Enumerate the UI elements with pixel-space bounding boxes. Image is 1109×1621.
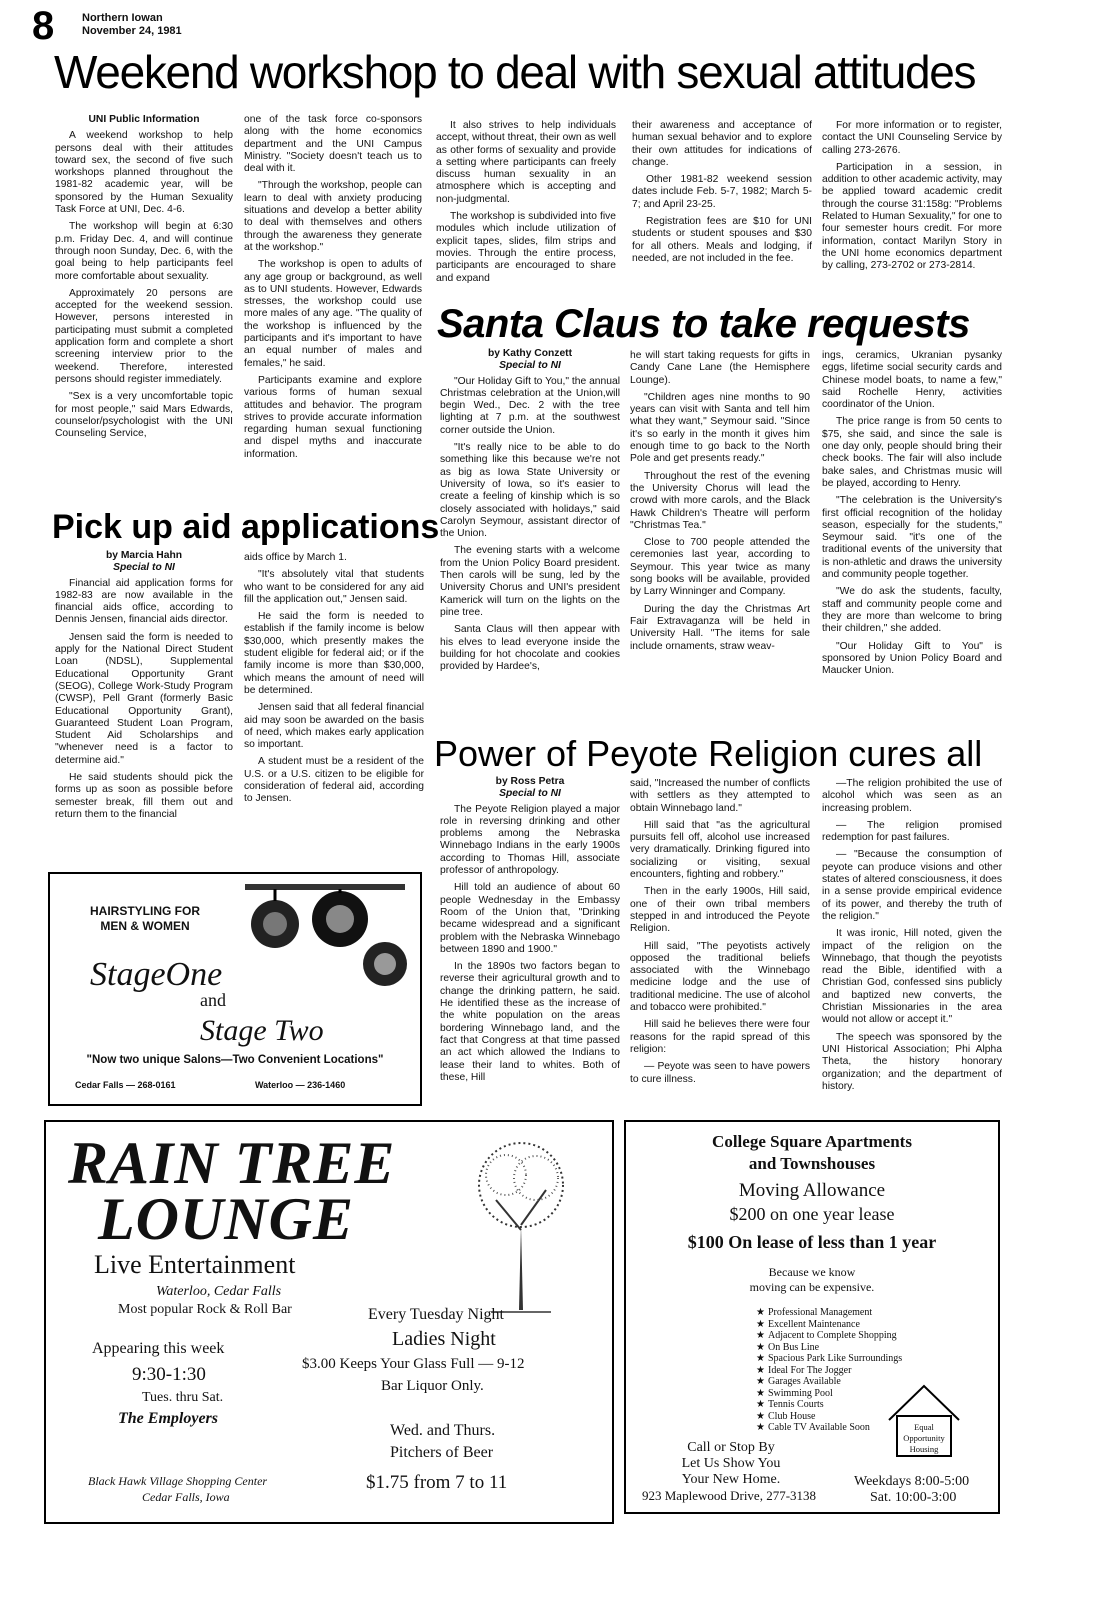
show-days: Tues. thru Sat. [142, 1390, 224, 1405]
paragraph: Hill told an audience of about 60 people Wednesday in the Embassy Room of the Union that, "Drinking became widespread and a significant problem with the Nebraska Winnebago between 1890 and 1900." [440, 882, 620, 955]
offer-200: $200 on one year lease [729, 1204, 895, 1224]
paragraph: "Children ages nine months to 90 years can visit with Santa and tell him what they want," Seymour said. "Since it's so early in the month it gives him enough time to go back to the North Pole and get presents ready." [630, 391, 810, 465]
paragraph: "Our Holiday Gift to You" is sponsored by Union Policy Board and Maucker Union. [822, 640, 1002, 677]
paragraph: The workshop will begin at 6:30 p.m. Friday Dec. 4, and will continue through noon Sunday, Dec. 6, with the goal being to help participants feel more comfortable about sexuality. [55, 221, 233, 282]
paragraph: Financial aid application forms for 1982-83 are now available in the financial aids office, according to Dennis Jensen, financial aids director. [55, 577, 233, 626]
city: Cedar Falls, Iowa [142, 1490, 230, 1504]
santa-col-3 [822, 350, 1002, 682]
because-line-1: Because we know [768, 1265, 856, 1279]
peyote-headline: Power of Peyote Religion cures all [434, 733, 983, 774]
issue-date: November 24, 1981 [82, 25, 182, 37]
list-item: ★ Spacious Park Like Surroundings [756, 1353, 903, 1364]
lounge-title: LOUNGE [98, 1186, 354, 1252]
beer-price: $1.75 from 7 to 11 [366, 1472, 508, 1493]
list-item: ★ Tennis Courts [756, 1399, 824, 1410]
santa-col-2 [630, 350, 810, 658]
location-cedar-falls: Cedar Falls — 268-0161 [75, 1080, 176, 1090]
peyote-col-1 [440, 776, 620, 1089]
rain-tree-title: RAIN TREE [68, 1130, 396, 1196]
paragraph: Hill said that "as the agricultural pursuits fell off, alcohol use increased very dramatically. Drinking figured into socializing or visiting, sexual encounters, fighting and robbery." [630, 819, 810, 881]
paragraph: He said the form is needed to establish if the family income is below $30,000, which presently makes the student eligible for federal aid; or if the family income is more than $30,000, which means the amount of need will be determined. [244, 611, 424, 696]
paragraph: said, "Increased the number of conflicts with settlers as they attempted to obtain Winnebago land." [630, 778, 810, 814]
college-square-ad [624, 1120, 1000, 1514]
paragraph: "We do ask the students, faculty, staff and community people come and they are more than welcome to bring their children," she added. [822, 586, 1002, 635]
paragraph: The workshop is subdivided into five modules which include utilization of explicit tapes, slides, film strips and movies. Through the entire process, participants are encouraged to share and expand [436, 211, 616, 284]
salon-name-two: Stage Two [200, 1014, 324, 1047]
santa-byline: by Kathy Conzett [487, 348, 573, 359]
workshop-headline: Weekend workshop to deal with sexual attitudes [54, 46, 976, 98]
paragraph: "It's really nice to be able to do something like this because we're not as big as Iowa State University or University of Iowa, so it's easier to create a feeling of kinship which is so closely associated with holidays," said Carolyn Seymour, assistant director of the Union. [440, 442, 620, 540]
paragraph: A weekend workshop to help persons deal with their attitudes toward sex, the second of five such workshops planned throughout the 1981-82 academic year, will be sponsored by the Human Sexuality Task Force at UNI, Dec. 4-6. [55, 130, 233, 216]
hours-weekdays: Weekdays 8:00-5:00 [854, 1474, 970, 1489]
peyote-col-2 [630, 778, 810, 1091]
call-line-2: Let Us Show You [681, 1456, 781, 1471]
list-item: ★ Ideal For The Jogger [756, 1364, 852, 1376]
spotlight-icon [235, 879, 415, 1004]
aid-byline: by Marcia Hahn [105, 550, 183, 561]
equal-1: Equal [914, 1422, 934, 1432]
paper-name: Northern Iowan [82, 12, 163, 24]
paragraph: He said students should pick the forms up as soon as possible before semester break, fill them out and return them to the financial [55, 772, 233, 820]
ladies-night: Ladies Night [392, 1328, 496, 1350]
paragraph: he will start taking requests for gifts in Candy Cane Lane (the Hemisphere Lounge). [630, 350, 810, 386]
paragraph: Registration fees are $10 for UNI students or student spouses and $30 for all others. Meals and lodging, if needed, are not included in the fee. [632, 216, 812, 264]
band-name: The Employers [118, 1410, 218, 1427]
pitchers: Pitchers of Beer [390, 1444, 494, 1461]
list-item: ★ Excellent Maintenance [756, 1318, 860, 1330]
bar-liquor: Bar Liquor Only. [381, 1378, 484, 1394]
paragraph: During the day the Christmas Art Fair Extravaganza will be held in University Hall. "The items for sale include ornaments, straw weav- [630, 603, 810, 652]
workshop-byline: UNI Public Information [88, 114, 200, 125]
show-time: 9:30-1:30 [132, 1364, 206, 1385]
list-item: ★ Professional Management [756, 1307, 873, 1318]
tuesday: Every Tuesday Night [368, 1306, 504, 1323]
offer-100: $100 On lease of less than 1 year [687, 1232, 937, 1252]
call-line-3: Your New Home. [681, 1472, 781, 1487]
peyote-byline: by Ross Petra [495, 776, 565, 787]
equal-3: Housing [909, 1444, 939, 1454]
equal-2: Opportunity [903, 1433, 945, 1443]
paragraph: A student must be a resident of the U.S. or a U.S. citizen to be eligible for consideration of federal aid, according to Jensen. [244, 756, 424, 805]
stage-one-ad [48, 872, 422, 1106]
college-subtitle: and Townshouses [748, 1154, 876, 1173]
workshop-col-2 [244, 114, 422, 466]
paragraph: Participation in a session, in addition to other academic activity, may be applied toward academic credit through the course 31:158g: "Problems Related to Human Sexuality," for one to four semester hours credit. For more information, contact Marilyn Story in the UNI home economics department by calling, 273-2702 or 273-2814. [822, 161, 1002, 272]
moving-allowance: Moving Allowance [738, 1180, 886, 1201]
paragraph: The Peyote Religion played a major role in reversing drinking and other problems among the Nebraska Winnebago Indians in the early 1900s according to Thomas Hill, associate professor of anthropology. [440, 803, 620, 877]
cities: Waterloo, Cedar Falls [156, 1284, 282, 1299]
workshop-col-5 [822, 120, 1002, 278]
popular: Most popular Rock & Roll Bar [118, 1302, 292, 1317]
paragraph: In the 1890s two factors began to reverse their agricultural growth and to change the drinking pattern, he said. He identified these as the increase of the white population on the areas bordering Winnebago land, and the fact that Congress at that time passed an act which allowed the Indians to lease their land to whites. Both of these, Hill [440, 961, 620, 1083]
list-item: ★ Garages Available [756, 1376, 841, 1387]
list-item: ★ Cable TV Available Soon [756, 1422, 870, 1433]
paragraph: Close to 700 people attended the ceremonies last year, according to Seymour. This year twice as many song books will be available, provided by Larry Winninger and Company. [630, 537, 810, 598]
paragraph: Participants examine and explore various forms of human sexual attitudes and behavior. The program strives to provide accurate information regarding human sexual functioning and dispel myths and inaccurate information. [244, 374, 422, 460]
location-waterloo: Waterloo — 236-1460 [255, 1080, 346, 1090]
tree-icon [461, 1130, 581, 1315]
paragraph: The price range is from 50 cents to $75, she said, and since the sale is one day only, people should bring their check books. The fair will also include bake sales, and Christmas music will be played, according to Henry. [822, 416, 1002, 489]
rain-tree-ad [44, 1120, 614, 1524]
salon-name-one: StageOne [90, 956, 223, 993]
paragraph: Santa Claus will then appear with his elves to lead everyone inside the building for hot chocolate and cookies provided by Hardee's, [440, 624, 620, 673]
list-item: ★ Club House [756, 1410, 816, 1422]
paragraph: Then in the early 1900s, Hill said, one of their own tribal members stepped in and introduced the Peyote Religion. [630, 886, 810, 935]
paragraph: Hill said, "The peyotists actively opposed the traditional beliefs associated with the Winnebago medicine lodge and the use of traditional medicine. The use of alcohol and tobacco were prohibited." [630, 940, 810, 1014]
paragraph: — "Because the consumption of peyote can produce visions and other states of altered consciousness, it does in a sense provide empirical evidence of its power, and thereby the truth of the religion." [822, 849, 1002, 922]
appearing: Appearing this week [92, 1340, 225, 1357]
santa-role: Special to NI [499, 360, 561, 372]
aid-col-2 [244, 552, 424, 811]
aid-col-1 [55, 550, 233, 826]
ad-and: and [200, 990, 226, 1010]
because-line-2: moving can be expensive. [749, 1280, 875, 1294]
paragraph: Throughout the rest of the evening the University Chorus will lead the crowd with more carols, and the Black Hawk Children's Theatre will perform "Christmas Tea." [630, 470, 810, 531]
peyote-role: Special to NI [499, 788, 561, 800]
paragraph: Jensen said the form is needed to apply for the National Direct Student Loan (NDSL), Supplemental Educational Opportunity Grant (SEOG), College Work-Study Program (CWSP), Pell Grant (formerly Basic Educational Opportunity Grant), Guaranteed Student Loan Program, Student Aid Scholarships and "whenever need is a factor to determine aid." [55, 631, 233, 766]
paragraph: Other 1981-82 weekend session dates include Feb. 5-7, 1982; March 5-7; and April 23-25. [632, 174, 812, 210]
paragraph: "Sex is a very uncomfortable topic for most people," said Mars Edwards, counselor/psychologist with the UNI Counseling Service, [55, 391, 233, 440]
paragraph: "The celebration is the University's first official recognition of the holiday season, especially for the students," Seymour said. "it's one of the traditional events of the university that is non-athletic and draws the university and community people together. [822, 495, 1002, 581]
santa-headline: Santa Claus to take requests [437, 302, 970, 346]
college-title: College Square Apartments [712, 1132, 912, 1151]
paragraph: "Our Holiday Gift to You," the annual Christmas celebration at the Union,will begin Wed., Dec. 2 with the tree lighting at 7 p.m. at the southwest corner outside the Union. [440, 375, 620, 436]
hours-saturday: Sat. 10:00-3:00 [870, 1490, 957, 1505]
ad-tagline: "Now two unique Salons—Two Convenient Locations" [86, 1054, 384, 1066]
aid-role: Special to NI [113, 562, 175, 574]
paragraph: The workshop is open to adults of any age group or background, as well as to UNI students. However, Edwards stresses, the workshop could use more males of any age. "The quality of the workshop is influenced by the participants and it's important to have an equal number of males and females," he said. [244, 259, 422, 369]
paragraph: It was ironic, Hill noted, given the impact of the religion on the Winnebago, that though the peyotists read the Bible, identified with a Christian God, confessed sins publicly and baptized new converts, the Christian Missionaries in the area would not allow or accept it." [822, 928, 1002, 1026]
paragraph: — The religion promised redemption for past failures. [822, 819, 1002, 844]
page-number: 8 [32, 4, 55, 48]
list-item: ★ Swimming Pool [756, 1387, 833, 1399]
santa-col-1 [440, 348, 620, 678]
workshop-col-4 [632, 120, 812, 270]
paragraph: their awareness and acceptance of human sexual behavior and to explore their own attitudes for indications of change. [632, 120, 812, 168]
ad-line: MEN & WOMEN [100, 919, 190, 933]
workshop-col-1 [55, 114, 233, 445]
paragraph: The speech was sponsored by the UNI Historical Association; Phi Alpha Theta, the history honorary organization; and the department of history. [822, 1031, 1002, 1092]
paragraph: It also strives to help individuals accept, without threat, their own as well as other forms of sexuality and provide a setting where participants can freely discuss human sexuality in an atmosphere which is accepting and non-judgmental. [436, 120, 616, 205]
paragraph: The evening starts with a welcome from the Union Policy Board president. Then carols will be sung, led by the University Chorus and UNI's president Kamerick will turn on the lights on the pine tree. [440, 545, 620, 618]
paragraph: aids office by March 1. [244, 552, 347, 563]
wed-thurs: Wed. and Thurs. [390, 1422, 496, 1439]
address: 923 Maplewood Drive, 277-3138 [642, 1488, 817, 1503]
paragraph: ings, ceramics, Ukranian pysanky eggs, lifetime social security cards and Chinese model boats, to name a few," said Rochelle Henry, activities coordinator of the Union. [822, 350, 1002, 411]
paragraph: one of the task force co-sponsors along with the home economics department and the UNI Campus Ministry. "Society doesn't teach us to deal with it. [244, 114, 422, 175]
paragraph: Approximately 20 persons are accepted for the weekend session. However, persons interested in participating must submit a completed application form and complete a short screening interview prior to the weekend. Therefore, interested persons should register immediately. [55, 287, 233, 385]
paragraph: For more information or to register, contact the UNI Counseling Service by calling 273-2676. [822, 120, 1002, 156]
paragraph: Jensen said that all federal financial aid may soon be awarded on the basis of need, which makes early application so important. [244, 702, 424, 751]
paragraph: "It's absolutely vital that students who want to be considered for any aid fill the application out," Jensen said. [244, 569, 424, 605]
workshop-col-3 [436, 120, 616, 290]
aid-headline: Pick up aid applications [52, 508, 440, 546]
feature-list [756, 1307, 902, 1434]
shopping-center: Black Hawk Village Shopping Center [88, 1474, 268, 1488]
list-item: ★ Adjacent to Complete Shopping [756, 1330, 897, 1341]
ad-line: HAIRSTYLING FOR [90, 904, 200, 918]
call-line-1: Call or Stop By [687, 1440, 775, 1455]
glass-offer: $3.00 Keeps Your Glass Full — 9-12 [302, 1356, 525, 1372]
paragraph: Hill said he believes there were four reasons for the rapid spread of this religion: [630, 1019, 810, 1055]
paragraph: "Through the workshop, people can learn to deal with anxiety producing situations and develop a better ability to deal with themselves and others through the awareness they generate at the workshop." [244, 180, 422, 253]
list-item: ★ On Bus Line [756, 1341, 820, 1353]
live-entertainment: Live Entertainment [94, 1250, 296, 1279]
peyote-col-3 [822, 778, 1002, 1098]
paragraph: —The religion prohibited the use of alcohol which was seen as an increasing problem. [822, 778, 1002, 814]
paragraph: — Peyote was seen to have powers to cure illness. [630, 1061, 810, 1085]
